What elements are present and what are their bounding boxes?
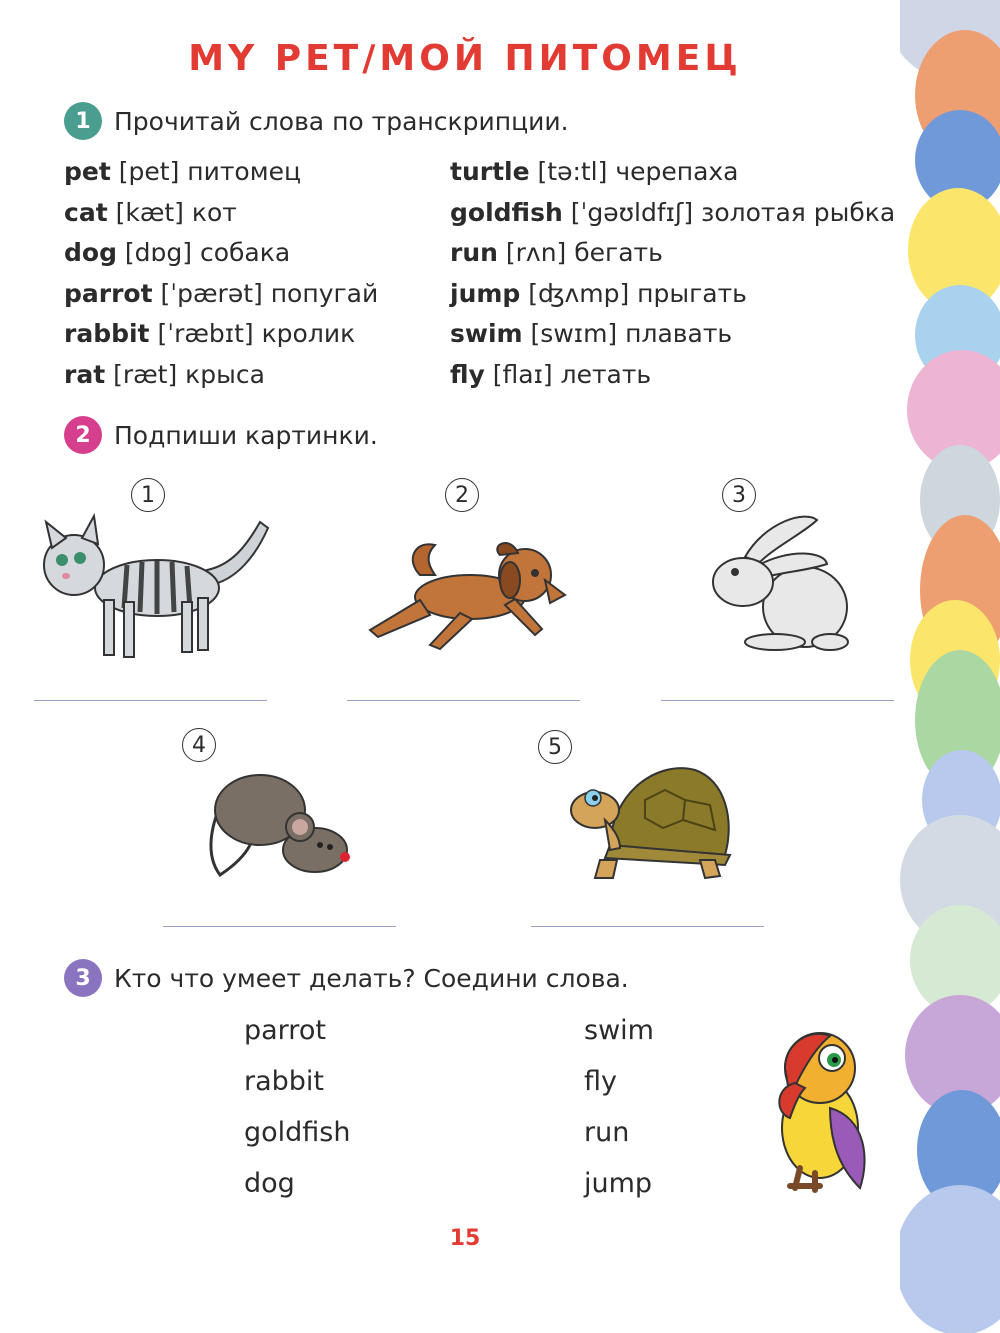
task-instruction: Кто что умеет делать? Соедини слова.: [114, 963, 629, 993]
match-word[interactable]: run: [584, 1117, 630, 1148]
vocab-row: swim [swɪm] плавать: [450, 319, 733, 348]
vocab-row: dog [dɒg] собака: [64, 238, 291, 267]
task-number-badge: 1: [64, 102, 102, 140]
vocab-row: rabbit [ˈræbɪt] кролик: [64, 319, 356, 348]
vocab-row: parrot [ˈpærət] попугай: [64, 278, 379, 308]
picture-number: 1: [131, 478, 165, 512]
match-word[interactable]: jump: [584, 1168, 653, 1199]
vocab-row: jump [ʤʌmp] прыгать: [450, 278, 747, 308]
match-word[interactable]: fly: [584, 1066, 617, 1097]
picture-number: 2: [445, 478, 479, 512]
vocab-row: fly [flaɪ] летать: [450, 359, 652, 389]
page-number: 15: [449, 1226, 481, 1251]
match-word[interactable]: goldfish: [244, 1117, 351, 1148]
task-2-heading: [64, 416, 378, 454]
rat-illustration: [205, 765, 360, 885]
vocab-row: cat [kæt] кот: [64, 197, 237, 227]
task-instruction: Подпиши картинки.: [114, 420, 378, 450]
rabbit-illustration: [705, 512, 855, 657]
task-3-heading: [64, 959, 629, 997]
cat-illustration: [32, 510, 272, 665]
match-word[interactable]: swim: [584, 1015, 654, 1046]
picture-number: 3: [722, 478, 756, 512]
decorative-bubbles: [900, 0, 1000, 1333]
match-right-column: [584, 1005, 654, 1209]
vocabulary-right-column: [450, 152, 895, 395]
dog-illustration: [360, 535, 570, 655]
picture-number: 5: [538, 730, 572, 764]
parrot-illustration: [770, 1028, 890, 1198]
vocab-row: turtle [tə:tl] черепаха: [450, 157, 739, 186]
match-word[interactable]: parrot: [244, 1015, 326, 1046]
task-instruction: Прочитай слова по транскрипции.: [114, 106, 569, 136]
vocab-row: pet [pet] питомец: [64, 157, 301, 186]
page-title: MY PET/МОЙ ПИТОМЕЦ: [188, 38, 742, 79]
answer-line[interactable]: [34, 700, 267, 701]
answer-line[interactable]: [661, 700, 894, 701]
picture-number: 4: [182, 728, 216, 762]
task-1-heading: [64, 102, 569, 140]
turtle-illustration: [565, 760, 735, 885]
vocabulary-left-column: [64, 152, 378, 395]
match-word[interactable]: rabbit: [244, 1066, 325, 1097]
task-number-badge: 3: [64, 959, 102, 997]
match-left-column: [244, 1005, 350, 1209]
vocab-row: run [rʌn] бегать: [450, 238, 663, 267]
task-number-badge: 2: [64, 416, 102, 454]
vocab-row: goldfish [ˈgəʊldfɪʃ] золотая рыбка: [450, 197, 896, 227]
match-word[interactable]: dog: [244, 1168, 295, 1199]
answer-line[interactable]: [347, 700, 580, 701]
answer-line[interactable]: [531, 926, 764, 927]
answer-line[interactable]: [163, 926, 396, 927]
vocab-row: rat [ræt] крыса: [64, 359, 265, 389]
